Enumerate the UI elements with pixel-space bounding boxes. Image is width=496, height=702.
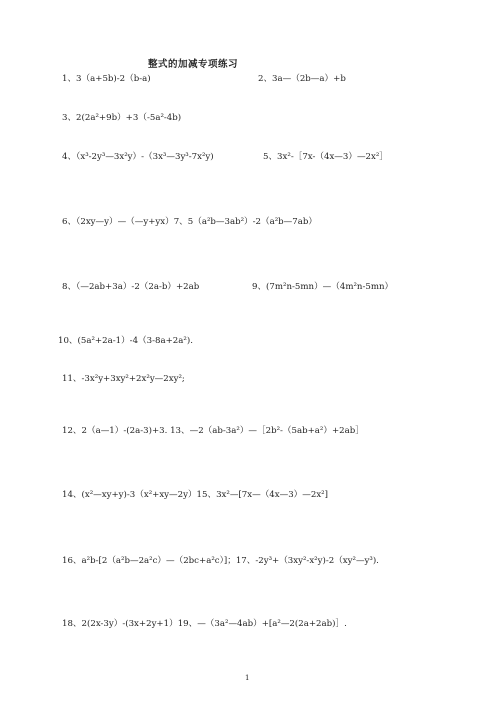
problem-9: 9、(7m²n-5mn）—（4m²n-5mn） (252, 282, 394, 292)
problem-row-8 (0, 427, 496, 439)
problem-row-4 (0, 218, 496, 230)
problem-row-9 (0, 491, 496, 503)
problem-12-13: 12、2（a—1）-(2a-3)+3. 13、—2（ab-3a²）—［2b²-（5ab+a²）+2ab］ (62, 426, 364, 436)
problem-row-5 (0, 283, 496, 295)
page-number: 1 (245, 674, 250, 682)
problem-4: 4、（x³-2y³—3x²y）-（3x³—3y³-7x²y) (62, 152, 214, 162)
problem-16-17: 16、a²b-[2（a²b—2a²c）—（2bc+a²c）]；17、-2y³+（3xy²-x²y)-2（xy²—y³). (62, 556, 379, 566)
problem-10: 10、(5a²+2a-1）-4（3-8a+2a²). (58, 336, 193, 346)
problem-14-15: 14、(x²—xy+y)-3（x²+xy—2y）15、3x²—[7x—（4x—3）—2x²] (62, 490, 328, 500)
problem-3: 3、2(2a²+9b）+3（-5a²-4b) (62, 113, 182, 123)
problem-6-7: 6、（2xy—y）—（—y+yx）7、5（a²b—3ab²）-2（a²b—7ab） (62, 217, 317, 227)
problem-11: 11、-3x²y+3xy²+2x²y—2xy²; (62, 374, 185, 384)
problem-row-6 (0, 337, 496, 349)
problem-row-7 (0, 375, 496, 387)
problem-8: 8、（—2ab+3a）-2（2a-b）+2ab (62, 282, 200, 292)
problem-row-1 (0, 75, 496, 87)
problem-1: 1、3（a+5b)-2（b-a) (62, 74, 151, 84)
problem-row-3 (0, 153, 496, 165)
problem-18-19: 18、2(2x-3y）-(3x+2y+1）19、—（3a²—4ab）+[a²—2(2a+2ab)］. (62, 619, 347, 629)
problem-row-2 (0, 114, 496, 126)
problem-row-10 (0, 557, 496, 569)
problem-2: 2、3a—（2b—a）+b (258, 74, 346, 84)
problem-5: 5、3x²-［7x-（4x—3）—2x²］ (263, 152, 388, 162)
page-title: 整式的加减专项练习 (148, 59, 239, 70)
problem-row-11 (0, 620, 496, 632)
